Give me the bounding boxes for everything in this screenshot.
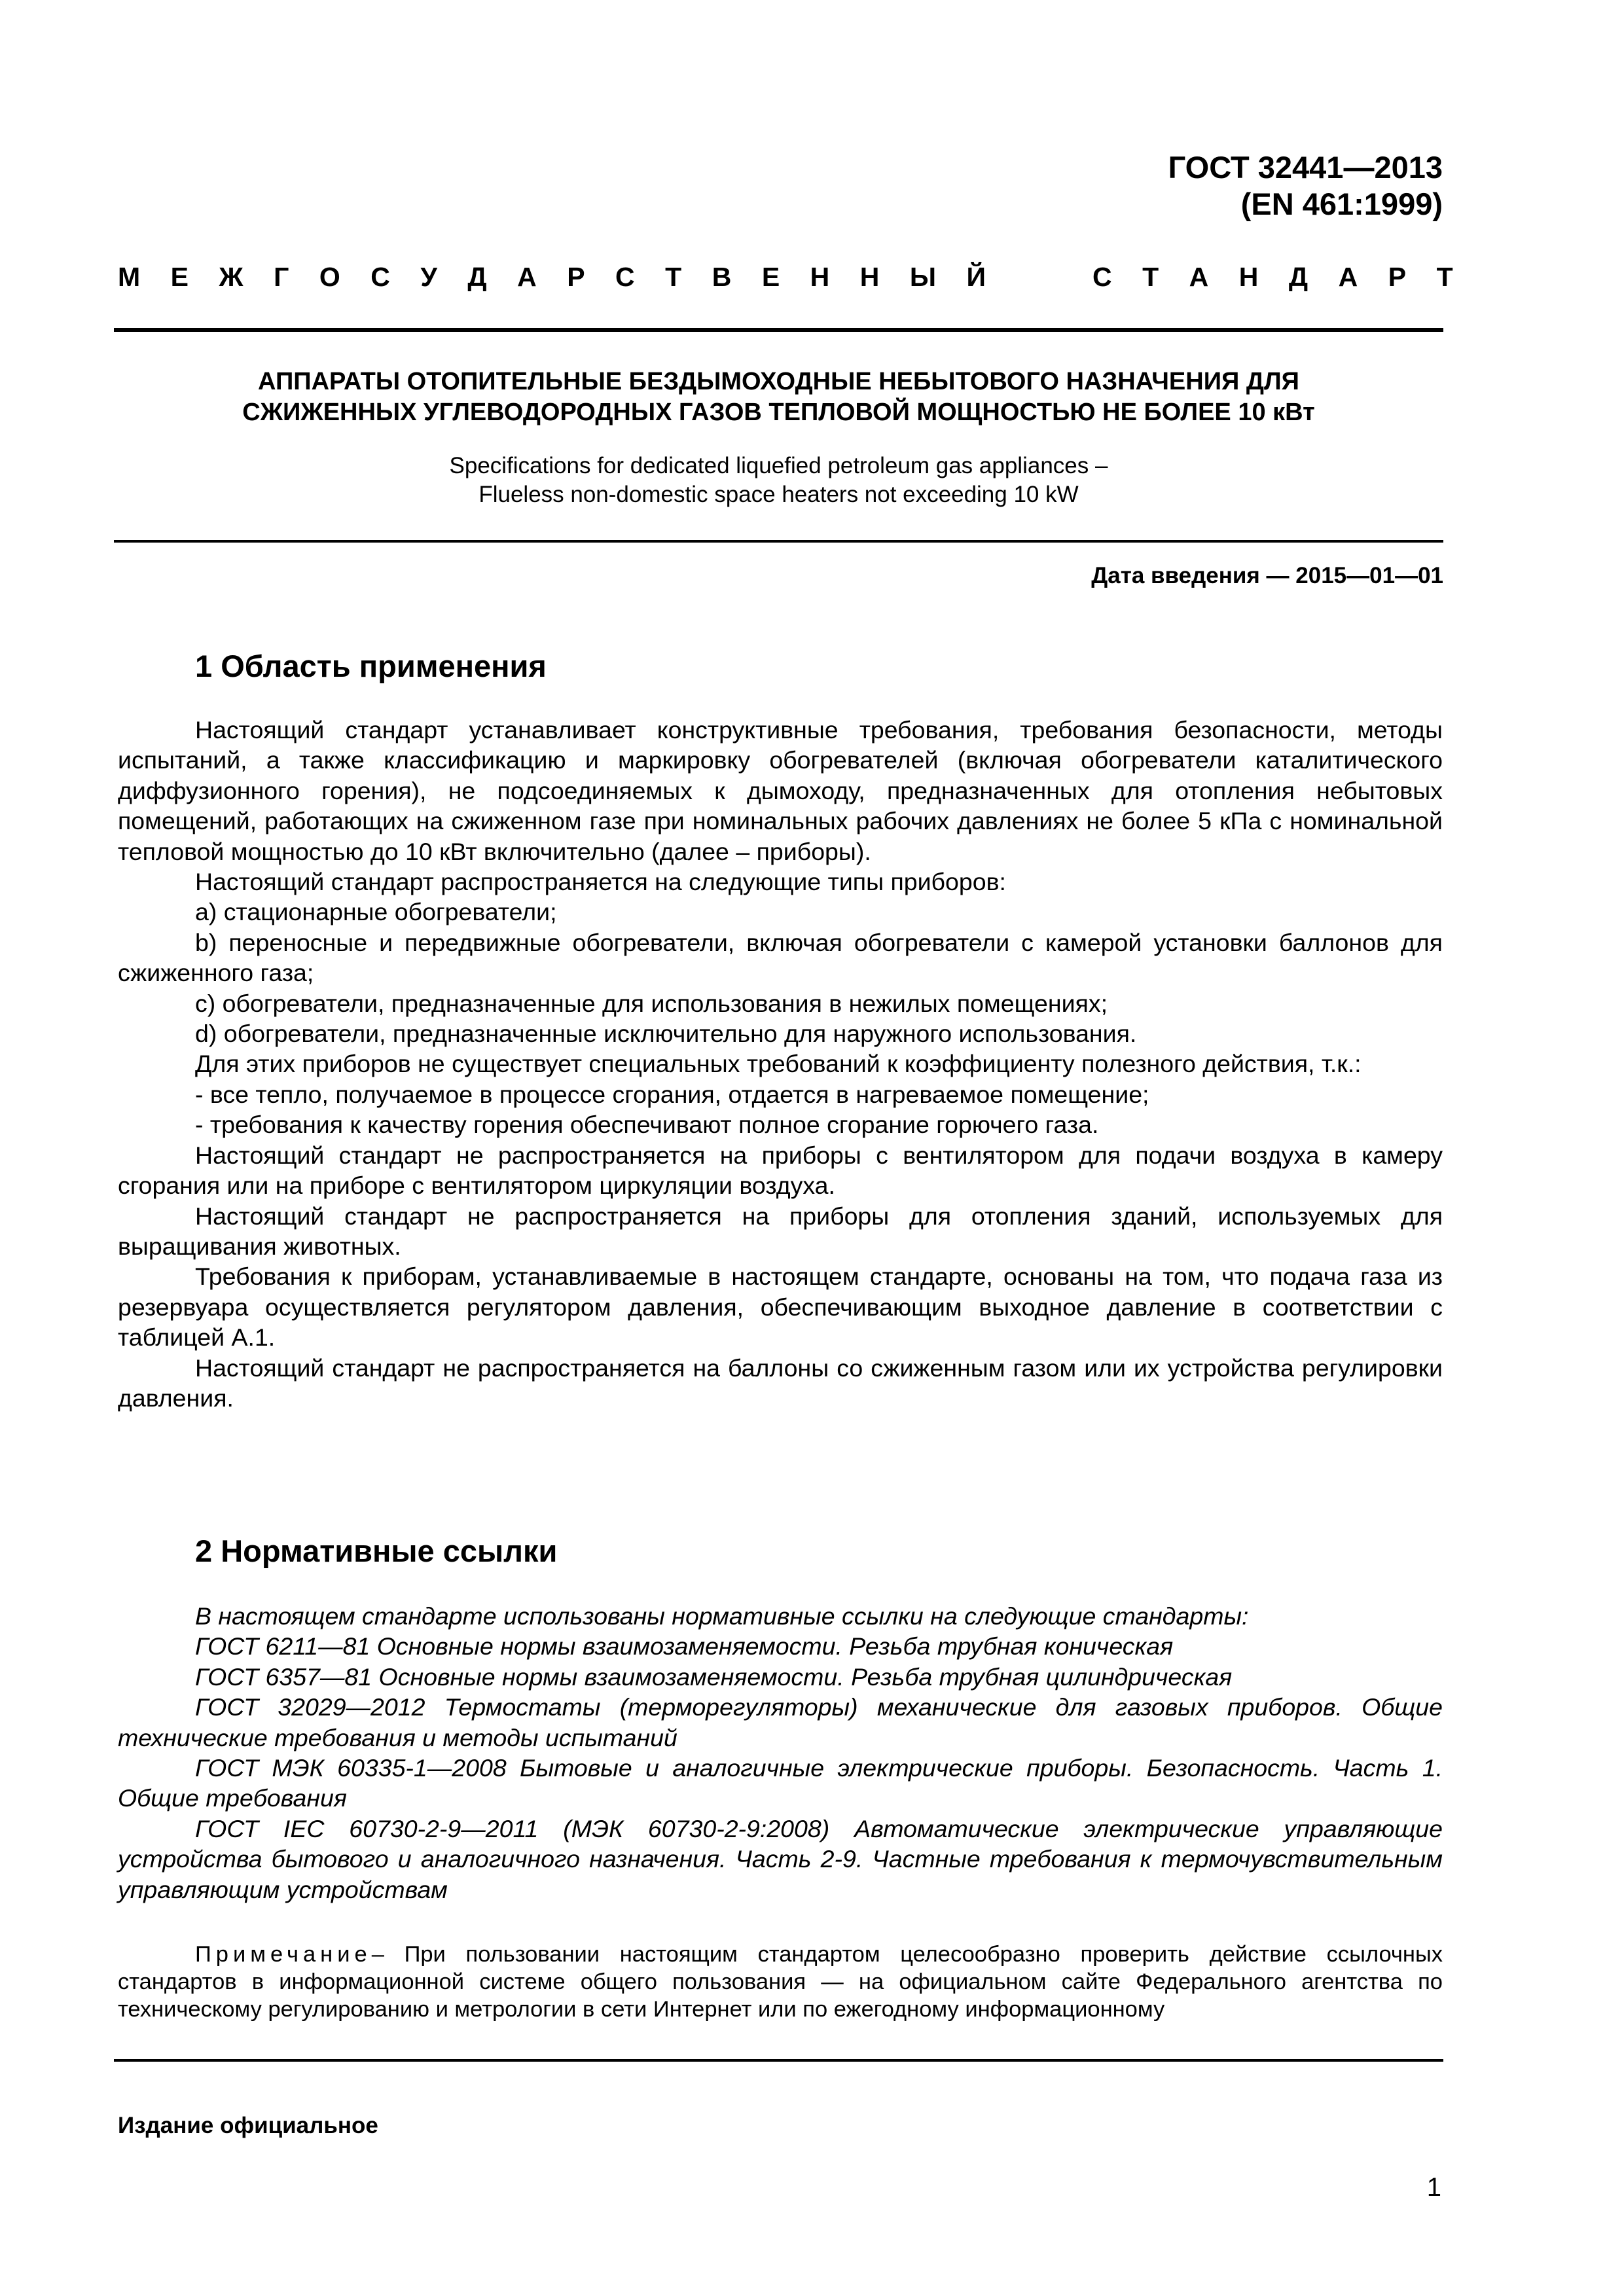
paragraph: Требования к приборам, устанавливаемые в настоящем стандарте, основаны на том, что подача газа из резервуара осуществляется регулятором давления, обеспечивающим выходное давление в соответствии с таблицей А.1. bbox=[118, 1263, 1443, 1352]
banner-letter: С bbox=[1092, 262, 1112, 292]
banner-letter: Ы bbox=[909, 262, 937, 292]
title-en-line: Specifications for dedicated liquefied petroleum gas appliances – bbox=[449, 453, 1108, 478]
banner-letter: С bbox=[370, 262, 390, 292]
banner-letter: Т bbox=[1142, 262, 1159, 292]
reference-item: ГОСТ МЭК 60335-1—2008 Бытовые и аналогичные электрические приборы. Безопасность. Часть 1. Общие требования bbox=[118, 1754, 1443, 1812]
title-en-line: Flueless non-domestic space heaters not exceeding 10 kW bbox=[478, 482, 1079, 507]
banner-letter: Р bbox=[1388, 262, 1407, 292]
page-number: 1 bbox=[1426, 2173, 1441, 2202]
section-1-body bbox=[118, 715, 1443, 1413]
document-title-ru bbox=[114, 367, 1443, 428]
section-2-body bbox=[118, 1601, 1443, 1905]
banner-letter: Д bbox=[467, 262, 487, 292]
note-label: Примечание bbox=[195, 1942, 372, 1967]
banner-letter: Ж bbox=[219, 262, 244, 292]
interstate-standard-banner bbox=[118, 260, 1453, 293]
note-block bbox=[118, 1941, 1443, 2023]
banner-letter: Т bbox=[1436, 262, 1453, 292]
banner-letter: М bbox=[118, 262, 141, 292]
list-item: b) переносные и передвижные обогреватели, включая обогреватели с камерой установки баллонов для сжиженного газа; bbox=[118, 928, 1443, 987]
list-item: c) обогреватели, предназначенные для использования в нежилых помещениях; bbox=[195, 989, 1108, 1017]
banner-letter: С bbox=[615, 262, 635, 292]
title-divider bbox=[114, 540, 1443, 543]
banner-letter: Й bbox=[966, 262, 986, 292]
list-item: d) обогреватели, предназначенные исключительно для наружного использования. bbox=[195, 1020, 1137, 1048]
official-edition-label: Издание официальное bbox=[118, 2113, 378, 2138]
banner-letter: Т bbox=[665, 262, 682, 292]
note-paragraph bbox=[118, 1941, 1443, 2023]
reference-item: ГОСТ 32029—2012 Термостаты (терморегуляторы) механические для газовых приборов. Общие технические требования и методы испытаний bbox=[118, 1693, 1443, 1751]
reference-item: ГОСТ IEC 60730-2-9—2011 (МЭК 60730-2-9:2008) Автоматические электрические управляющие устройства бытового и аналогичного назначения. Часть 2-9. Частные требования к термочувствительным управляющим устройствам bbox=[118, 1814, 1443, 1903]
banner-letter: Е bbox=[170, 262, 189, 292]
title-ru-line: АППАРАТЫ ОТОПИТЕЛЬНЫЕ БЕЗДЫМОХОДНЫЕ НЕБЫТОВОГО НАЗНАЧЕНИЯ ДЛЯ bbox=[258, 368, 1299, 395]
reference-item: ГОСТ 6211—81 Основные нормы взаимозаменяемости. Резьба трубная коническая bbox=[195, 1632, 1174, 1660]
standard-number: ГОСТ 32441—2013 bbox=[1168, 150, 1443, 185]
section-2-heading: 2 Нормативные ссылки bbox=[195, 1534, 558, 1568]
banner-letter: Е bbox=[761, 262, 780, 292]
paragraph: В настоящем стандарте использованы нормативные ссылки на следующие стандарты: bbox=[195, 1602, 1249, 1630]
paragraph: Настоящий стандарт не распространяется на приборы для отопления зданий, используемых для выращивания животных. bbox=[118, 1202, 1443, 1260]
banner-letter: А bbox=[517, 262, 537, 292]
banner-letter: А bbox=[1189, 262, 1209, 292]
paragraph: Для этих приборов не существует специальных требований к коэффициенту полезного действия, т.к.: bbox=[195, 1050, 1362, 1078]
note-text: – При пользовании настоящим стандартом целесообразно проверить действие ссылочных стандартов в информационной системе общего пользования — на официальном сайте Федерального агентства по техническому регулированию и метрологии в сети Интернет или по ежегодному информационному bbox=[118, 1942, 1443, 2022]
banner-letter: Д bbox=[1288, 262, 1308, 292]
banner-letter: У bbox=[420, 262, 437, 292]
banner-letter: О bbox=[319, 262, 340, 292]
document-title-en bbox=[114, 452, 1443, 509]
banner-letter: Н bbox=[810, 262, 830, 292]
banner-letter: Н bbox=[859, 262, 880, 292]
banner-word-gap bbox=[1017, 260, 1062, 293]
footer-divider bbox=[114, 2059, 1443, 2062]
paragraph: Настоящий стандарт устанавливает конструктивные требования, требования безопасности, методы испытаний, а также классификацию и маркировку обогревателей (включая обогреватели каталитического диффузионного горения), не подсоединяемых к дымоходу, предназначенных для отопления небытовых помещений, работающих на сжиженном газе при номинальных рабочих давлениях не более 5 кПа с номинальной тепловой мощностью до 10 кВт включительно (далее – приборы). bbox=[118, 716, 1443, 865]
banner-letter: Р bbox=[567, 262, 585, 292]
standard-equivalent: (EN 461:1999) bbox=[1240, 187, 1443, 221]
paragraph: Настоящий стандарт распространяется на следующие типы приборов: bbox=[195, 868, 1006, 896]
list-item: а) стационарные обогреватели; bbox=[195, 898, 557, 926]
banner-letter: Н bbox=[1238, 262, 1259, 292]
section-1-heading: 1 Область применения bbox=[195, 649, 547, 683]
banner-letter: В bbox=[712, 262, 732, 292]
title-ru-line: СЖИЖЕННЫХ УГЛЕВОДОРОДНЫХ ГАЗОВ ТЕПЛОВОЙ МОЩНОСТЬЮ НЕ БОЛЕЕ 10 кВт bbox=[242, 399, 1315, 426]
list-item: - требования к качеству горения обеспечивают полное сгорание горючего газа. bbox=[195, 1111, 1099, 1139]
banner-letter: А bbox=[1338, 262, 1358, 292]
header-divider bbox=[114, 328, 1443, 332]
paragraph: Настоящий стандарт не распространяется на баллоны со сжиженным газом или их устройства регулировки давления. bbox=[118, 1354, 1443, 1412]
banner-letter: Г bbox=[274, 262, 289, 292]
standard-number-block bbox=[1168, 149, 1443, 223]
reference-item: ГОСТ 6357—81 Основные нормы взаимозаменяемости. Резьба трубная цилиндрическая bbox=[195, 1662, 1233, 1691]
paragraph: Настоящий стандарт не распространяется на приборы с вентилятором для подачи воздуха в камеру сгорания или на приборе с вентилятором циркуляции воздуха. bbox=[118, 1141, 1443, 1200]
introduction-date: Дата введения — 2015—01—01 bbox=[1091, 563, 1443, 588]
list-item: - все тепло, получаемое в процессе сгорания, отдается в нагреваемое помещение; bbox=[195, 1080, 1149, 1108]
